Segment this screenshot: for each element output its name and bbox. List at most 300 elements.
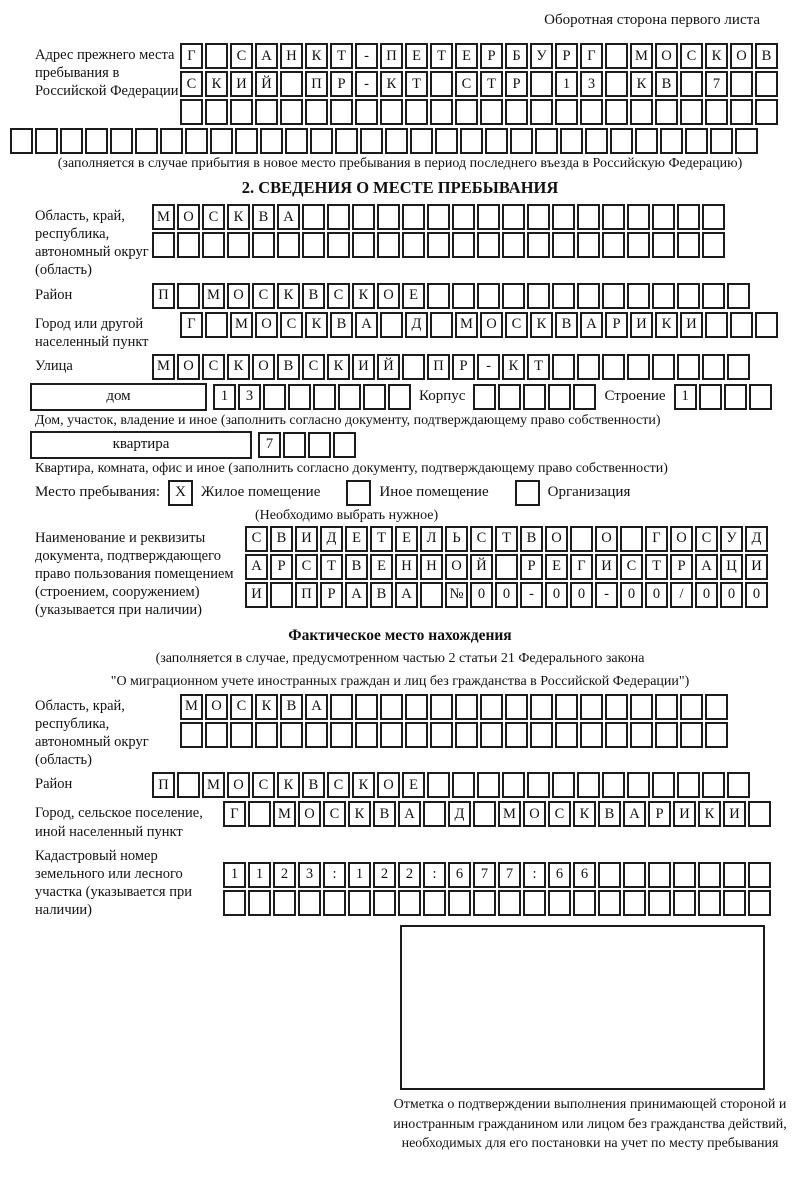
char-cell [305,722,328,748]
char-cell [705,312,728,338]
char-cell: Е [402,283,425,309]
char-cell [730,71,753,97]
char-cell [730,99,753,125]
char-cell [573,890,596,916]
char-cell [560,128,583,154]
char-cell [710,128,733,154]
char-cell: Р [505,71,528,97]
char-cell: А [255,43,278,69]
field-prev-address [10,43,790,125]
char-cell: К [705,43,728,69]
char-cell: П [152,283,175,309]
char-cell [205,312,228,338]
stamp-caption: Отметка о подтверждении выполнения принимающей стороной и иностранным гражданином или лицом без гражданства действий, необходимых для его постановки на учет по месту пребывания [393,1097,787,1152]
char-cell [60,128,83,154]
char-cell [430,694,453,720]
char-cell [505,694,528,720]
char-cell [677,204,700,230]
kadastr-label: Кадастровый номер земельного или лесного участка (указывается при наличии) [35,847,192,919]
char-cell [555,722,578,748]
organizatsiya-label: Организация [547,484,631,501]
char-cell: Н [395,554,418,580]
char-cell: 6 [448,862,471,888]
char-cell [755,312,778,338]
char-cell: М [152,204,175,230]
char-cell: Й [255,71,278,97]
char-cell: О [377,772,400,798]
char-cell [423,801,446,827]
char-cell: 2 [398,862,421,888]
char-cell [623,862,646,888]
char-cell: В [655,71,678,97]
char-cell [485,128,508,154]
char-cell [502,232,525,258]
char-cell [185,128,208,154]
char-cell: О [255,312,278,338]
char-cell [602,354,625,380]
char-cell [273,890,296,916]
char-cell: Л [420,526,443,552]
char-cell: - [477,354,500,380]
char-cell: 1 [223,862,246,888]
char-cell [702,204,725,230]
char-cell [85,128,108,154]
char-cell: - [355,43,378,69]
char-cell: С [202,204,225,230]
rayon-row [152,283,750,309]
char-cell [523,384,546,410]
char-cell [602,772,625,798]
char-cell [373,890,396,916]
char-cell [680,99,703,125]
char-cell: Ь [445,526,468,552]
field-gorod [10,312,790,351]
char-cell [355,99,378,125]
char-cell [288,384,311,410]
char-cell: С [680,43,703,69]
char-cell: К [305,312,328,338]
char-cell: С [295,554,318,580]
char-cell: 3 [580,71,603,97]
char-cell: 7 [498,862,521,888]
char-cell: Б [505,43,528,69]
char-cell [202,232,225,258]
char-cell [223,890,246,916]
row-mesto-prebyvaniya [35,480,790,506]
char-cell [330,694,353,720]
char-cell: О [252,354,275,380]
char-cell [627,283,650,309]
char-cell: А [345,582,368,608]
char-cell: 1 [555,71,578,97]
prev-address-row-full [10,128,790,154]
field-ulitsa [10,354,790,380]
char-cell [210,128,233,154]
fact-note-line-1: (заполняется в случае, предусмотренном частью 2 статьи 21 Федерального закона [155,651,645,667]
char-cell: 0 [645,582,668,608]
char-cell [680,722,703,748]
char-cell [510,128,533,154]
char-cell: С [302,354,325,380]
char-cell [580,694,603,720]
char-cell: С [230,43,253,69]
char-cell [473,801,496,827]
char-cell: Р [555,43,578,69]
char-cell: О [205,694,228,720]
char-cell: 3 [298,862,321,888]
char-cell [498,384,521,410]
char-cell: А [305,694,328,720]
char-cell: К [655,312,678,338]
char-cell: А [355,312,378,338]
char-cell: К [277,772,300,798]
char-cell: К [502,354,525,380]
char-cell: 1 [674,384,697,410]
char-cell [648,890,671,916]
char-cell: О [227,772,250,798]
char-cell [177,772,200,798]
char-cell: - [355,71,378,97]
char-cell: О [298,801,321,827]
kvartira-caption: Квартира, комната, офис и иное (заполнить согласно документу, подтверждающему право собственности) [35,460,668,476]
char-cell [702,232,725,258]
prev-address-row-2 [180,71,778,97]
char-cell: Д [745,526,768,552]
char-cell: Й [470,554,493,580]
char-cell: И [352,354,375,380]
char-cell: Е [405,43,428,69]
page-side-note: Оборотная сторона первого листа [544,12,760,28]
checkbox-organizatsiya [515,480,540,506]
dom-cells [213,384,411,410]
char-cell: М [455,312,478,338]
prev-address-row-1 [180,43,778,69]
char-cell: 0 [470,582,493,608]
char-cell [480,694,503,720]
char-cell: С [470,526,493,552]
char-cell: С [505,312,528,338]
char-cell [652,204,675,230]
char-cell: В [277,354,300,380]
char-cell: Е [545,554,568,580]
char-cell: О [523,801,546,827]
char-cell: В [373,801,396,827]
char-cell: Т [480,71,503,97]
char-cell: М [498,801,521,827]
char-cell: В [252,204,275,230]
document-row-3 [245,582,768,608]
char-cell [702,354,725,380]
fact-title: Фактическое место нахождения [288,627,512,645]
mesto-label: Место пребывания: [35,484,160,501]
char-cell: О [177,204,200,230]
char-cell [327,232,350,258]
char-cell: О [655,43,678,69]
char-cell [452,204,475,230]
char-cell [552,204,575,230]
char-cell [302,232,325,258]
zhiloe-pomeshchenie-label: Жилое помещение [201,484,321,501]
char-cell: К [630,71,653,97]
char-cell [598,890,621,916]
char-cell: Р [480,43,503,69]
dom-box: дом [30,383,207,411]
char-cell [427,204,450,230]
char-cell [723,862,746,888]
char-cell [655,694,678,720]
char-cell: И [723,801,746,827]
char-cell [705,694,728,720]
char-cell: Н [420,554,443,580]
char-cell: Е [395,526,418,552]
char-cell: 0 [745,582,768,608]
field-fact-oblast [10,694,790,770]
char-cell [402,354,425,380]
char-cell: : [323,862,346,888]
char-cell [748,890,771,916]
char-cell: Г [223,801,246,827]
char-cell [477,772,500,798]
char-cell [423,890,446,916]
char-cell: И [245,582,268,608]
char-cell: П [305,71,328,97]
char-cell: А [398,801,421,827]
char-cell [227,232,250,258]
char-cell: Т [645,554,668,580]
field-fact-rayon [10,772,790,798]
oblast-label: Область, край, республика, автономный округ (область) [35,208,149,279]
mesto-note: (Необходимо выбрать нужное) [255,507,439,523]
char-cell [248,890,271,916]
char-cell [730,312,753,338]
char-cell [335,128,358,154]
char-cell: Г [180,43,203,69]
char-cell [630,99,653,125]
char-cell [749,384,772,410]
char-cell: 0 [570,582,593,608]
char-cell: К [305,43,328,69]
char-cell [530,694,553,720]
char-cell [627,232,650,258]
char-cell [577,354,600,380]
char-cell [585,128,608,154]
char-cell [302,204,325,230]
char-cell [677,232,700,258]
char-cell [338,384,361,410]
char-cell [727,283,750,309]
char-cell [630,694,653,720]
char-cell [705,99,728,125]
char-cell [635,128,658,154]
char-cell: С [620,554,643,580]
char-cell [477,232,500,258]
char-cell [235,128,258,154]
char-cell: 6 [548,862,571,888]
char-cell [680,71,703,97]
char-cell: С [202,354,225,380]
char-cell [652,283,675,309]
char-cell [452,232,475,258]
char-cell: О [670,526,693,552]
char-cell: У [530,43,553,69]
char-cell [452,283,475,309]
char-cell [527,204,550,230]
char-cell: В [555,312,578,338]
char-cell [548,890,571,916]
char-cell [308,432,331,458]
char-cell [580,99,603,125]
char-cell: Д [448,801,471,827]
char-cell [552,354,575,380]
section2-title: 2. СВЕДЕНИЯ О МЕСТЕ ПРЕБЫВАНИЯ [241,178,559,197]
char-cell [398,890,421,916]
char-cell [577,283,600,309]
char-cell: С [455,71,478,97]
char-cell: 6 [573,862,596,888]
stamp-box [400,925,765,1090]
char-cell: В [345,554,368,580]
char-cell: К [227,204,250,230]
char-cell: К [205,71,228,97]
char-cell [677,283,700,309]
char-cell [477,283,500,309]
char-cell: О [480,312,503,338]
char-cell [527,283,550,309]
char-cell [627,204,650,230]
char-cell [377,232,400,258]
char-cell: А [245,554,268,580]
document-label: Наименование и реквизиты документа, подтверждающего право пользования помещением (строением, сооружением) (указывается при наличии) [35,529,234,619]
char-cell: № [445,582,468,608]
char-cell [580,722,603,748]
char-cell [530,71,553,97]
char-cell: М [180,694,203,720]
char-cell: К [277,283,300,309]
checkbox-zhiloe-pomeshchenie: X [168,480,193,506]
char-cell [402,232,425,258]
char-cell [152,232,175,258]
char-cell [448,890,471,916]
char-cell: К [698,801,721,827]
char-cell [755,99,778,125]
char-cell: К [227,354,250,380]
char-cell: 1 [248,862,271,888]
char-cell [535,128,558,154]
char-cell [502,772,525,798]
char-cell [598,862,621,888]
char-cell [380,694,403,720]
char-cell [530,722,553,748]
char-cell [605,722,628,748]
char-cell [327,204,350,230]
inoe-pomeshchenie-label: Иное помещение [379,484,489,501]
char-cell: - [520,582,543,608]
char-cell [160,128,183,154]
char-cell [360,128,383,154]
char-cell [230,99,253,125]
char-cell [452,772,475,798]
char-cell [698,862,721,888]
field-oblast [10,204,790,280]
korpus-label: Корпус [419,388,466,405]
char-cell [573,384,596,410]
char-cell: О [545,526,568,552]
char-cell: Т [370,526,393,552]
char-cell: В [270,526,293,552]
char-cell: 0 [620,582,643,608]
char-cell [430,312,453,338]
char-cell [610,128,633,154]
fact-oblast-row-1 [180,694,728,720]
char-cell: Т [320,554,343,580]
char-cell [230,722,253,748]
char-cell [630,722,653,748]
char-cell: 0 [720,582,743,608]
char-cell: Р [605,312,628,338]
char-cell: К [327,354,350,380]
char-cell: Д [405,312,428,338]
char-cell [735,128,758,154]
char-cell: А [395,582,418,608]
fact-rayon-label: Район [35,776,73,793]
char-cell [702,283,725,309]
char-cell: 2 [373,862,396,888]
char-cell [177,232,200,258]
char-cell [205,99,228,125]
char-cell [652,354,675,380]
oblast-row-1 [152,204,725,230]
char-cell [660,128,683,154]
char-cell: А [580,312,603,338]
fact-gorod-row [223,801,771,827]
char-cell [280,99,303,125]
ulitsa-row [152,354,750,380]
char-cell [552,232,575,258]
char-cell [602,204,625,230]
char-cell [705,722,728,748]
char-cell [605,71,628,97]
char-cell: : [523,862,546,888]
char-cell: Й [377,354,400,380]
char-cell: Е [345,526,368,552]
char-cell: 3 [238,384,261,410]
char-cell [655,722,678,748]
char-cell [180,99,203,125]
char-cell [363,384,386,410]
char-cell: С [252,283,275,309]
char-cell [673,890,696,916]
char-cell: В [330,312,353,338]
char-cell [385,128,408,154]
char-cell [430,722,453,748]
char-cell [380,99,403,125]
char-cell [110,128,133,154]
char-cell: Г [580,43,603,69]
char-cell: А [277,204,300,230]
char-cell [502,204,525,230]
char-cell: И [595,554,618,580]
char-cell [313,384,336,410]
char-cell [480,722,503,748]
char-cell [427,283,450,309]
char-cell [627,354,650,380]
char-cell: М [202,772,225,798]
char-cell [655,99,678,125]
stroenie-label: Строение [604,388,666,405]
char-cell [555,99,578,125]
char-cell [248,801,271,827]
char-cell: К [255,694,278,720]
